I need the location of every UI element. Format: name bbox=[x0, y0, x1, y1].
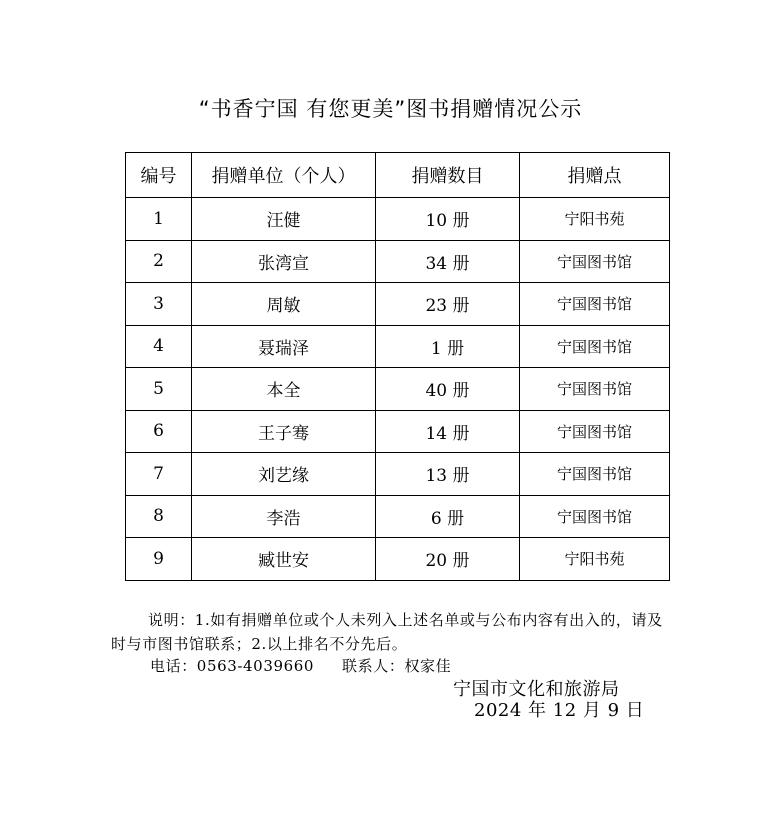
cell-number: 6 bbox=[126, 410, 192, 453]
cell-count: 13 册 bbox=[376, 453, 520, 496]
cell-number: 5 bbox=[126, 368, 192, 411]
cell-point: 宁国图书馆 bbox=[520, 453, 670, 496]
cell-number: 1 bbox=[126, 198, 192, 241]
cell-count: 34 册 bbox=[376, 240, 520, 283]
note-paragraph bbox=[111, 608, 667, 656]
cell-donor: 王子骞 bbox=[192, 410, 376, 453]
table-row bbox=[126, 198, 670, 241]
table-row bbox=[126, 240, 670, 283]
cell-number: 9 bbox=[126, 538, 192, 581]
cell-count: 14 册 bbox=[376, 410, 520, 453]
table-row bbox=[126, 495, 670, 538]
contact-phone: 电话：0563-4039660 bbox=[150, 657, 315, 675]
cell-donor: 李浩 bbox=[192, 495, 376, 538]
cell-number: 7 bbox=[126, 453, 192, 496]
cell-count: 40 册 bbox=[376, 368, 520, 411]
table-header-row bbox=[126, 153, 670, 198]
cell-point: 宁国图书馆 bbox=[520, 495, 670, 538]
issue-date: 2024 年 12 月 9 日 bbox=[474, 700, 645, 721]
issuing-organization: 宁国市文化和旅游局 bbox=[453, 679, 620, 700]
cell-count: 6 册 bbox=[376, 495, 520, 538]
cell-count: 20 册 bbox=[376, 538, 520, 581]
cell-point: 宁国图书馆 bbox=[520, 325, 670, 368]
cell-number: 4 bbox=[126, 325, 192, 368]
cell-donor: 本全 bbox=[192, 368, 376, 411]
donation-table bbox=[125, 152, 670, 581]
cell-donor: 臧世安 bbox=[192, 538, 376, 581]
cell-donor: 聂瑞泽 bbox=[192, 325, 376, 368]
cell-number: 3 bbox=[126, 283, 192, 326]
cell-point: 宁国图书馆 bbox=[520, 240, 670, 283]
table-row bbox=[126, 283, 670, 326]
page-title: “书香宁国 有您更美”图书捐赠情况公示 bbox=[198, 97, 583, 121]
table-row bbox=[126, 453, 670, 496]
header-number: 编号 bbox=[126, 153, 192, 198]
note-text: 说明：1.如有捐赠单位或个人未列入上述名单或与公布内容有出入的，请及时与市图书馆联系；2.以上排名不分先后。 bbox=[111, 611, 663, 653]
cell-point: 宁阳书苑 bbox=[520, 198, 670, 241]
cell-point: 宁国图书馆 bbox=[520, 368, 670, 411]
header-donor: 捐赠单位（个人） bbox=[192, 153, 376, 198]
cell-count: 23 册 bbox=[376, 283, 520, 326]
table-row bbox=[126, 368, 670, 411]
cell-count: 10 册 bbox=[376, 198, 520, 241]
cell-donor: 汪健 bbox=[192, 198, 376, 241]
cell-number: 8 bbox=[126, 495, 192, 538]
cell-donor: 刘艺缘 bbox=[192, 453, 376, 496]
table-row bbox=[126, 325, 670, 368]
header-count: 捐赠数目 bbox=[376, 153, 520, 198]
cell-number: 2 bbox=[126, 240, 192, 283]
header-point: 捐赠点 bbox=[520, 153, 670, 198]
table-row bbox=[126, 410, 670, 453]
cell-point: 宁阳书苑 bbox=[520, 538, 670, 581]
cell-point: 宁国图书馆 bbox=[520, 283, 670, 326]
cell-donor: 张湾宣 bbox=[192, 240, 376, 283]
cell-donor: 周敏 bbox=[192, 283, 376, 326]
cell-point: 宁国图书馆 bbox=[520, 410, 670, 453]
contact-person: 联系人：权家佳 bbox=[342, 657, 452, 675]
table-row bbox=[126, 538, 670, 581]
cell-count: 1 册 bbox=[376, 325, 520, 368]
contact-line bbox=[150, 655, 451, 676]
